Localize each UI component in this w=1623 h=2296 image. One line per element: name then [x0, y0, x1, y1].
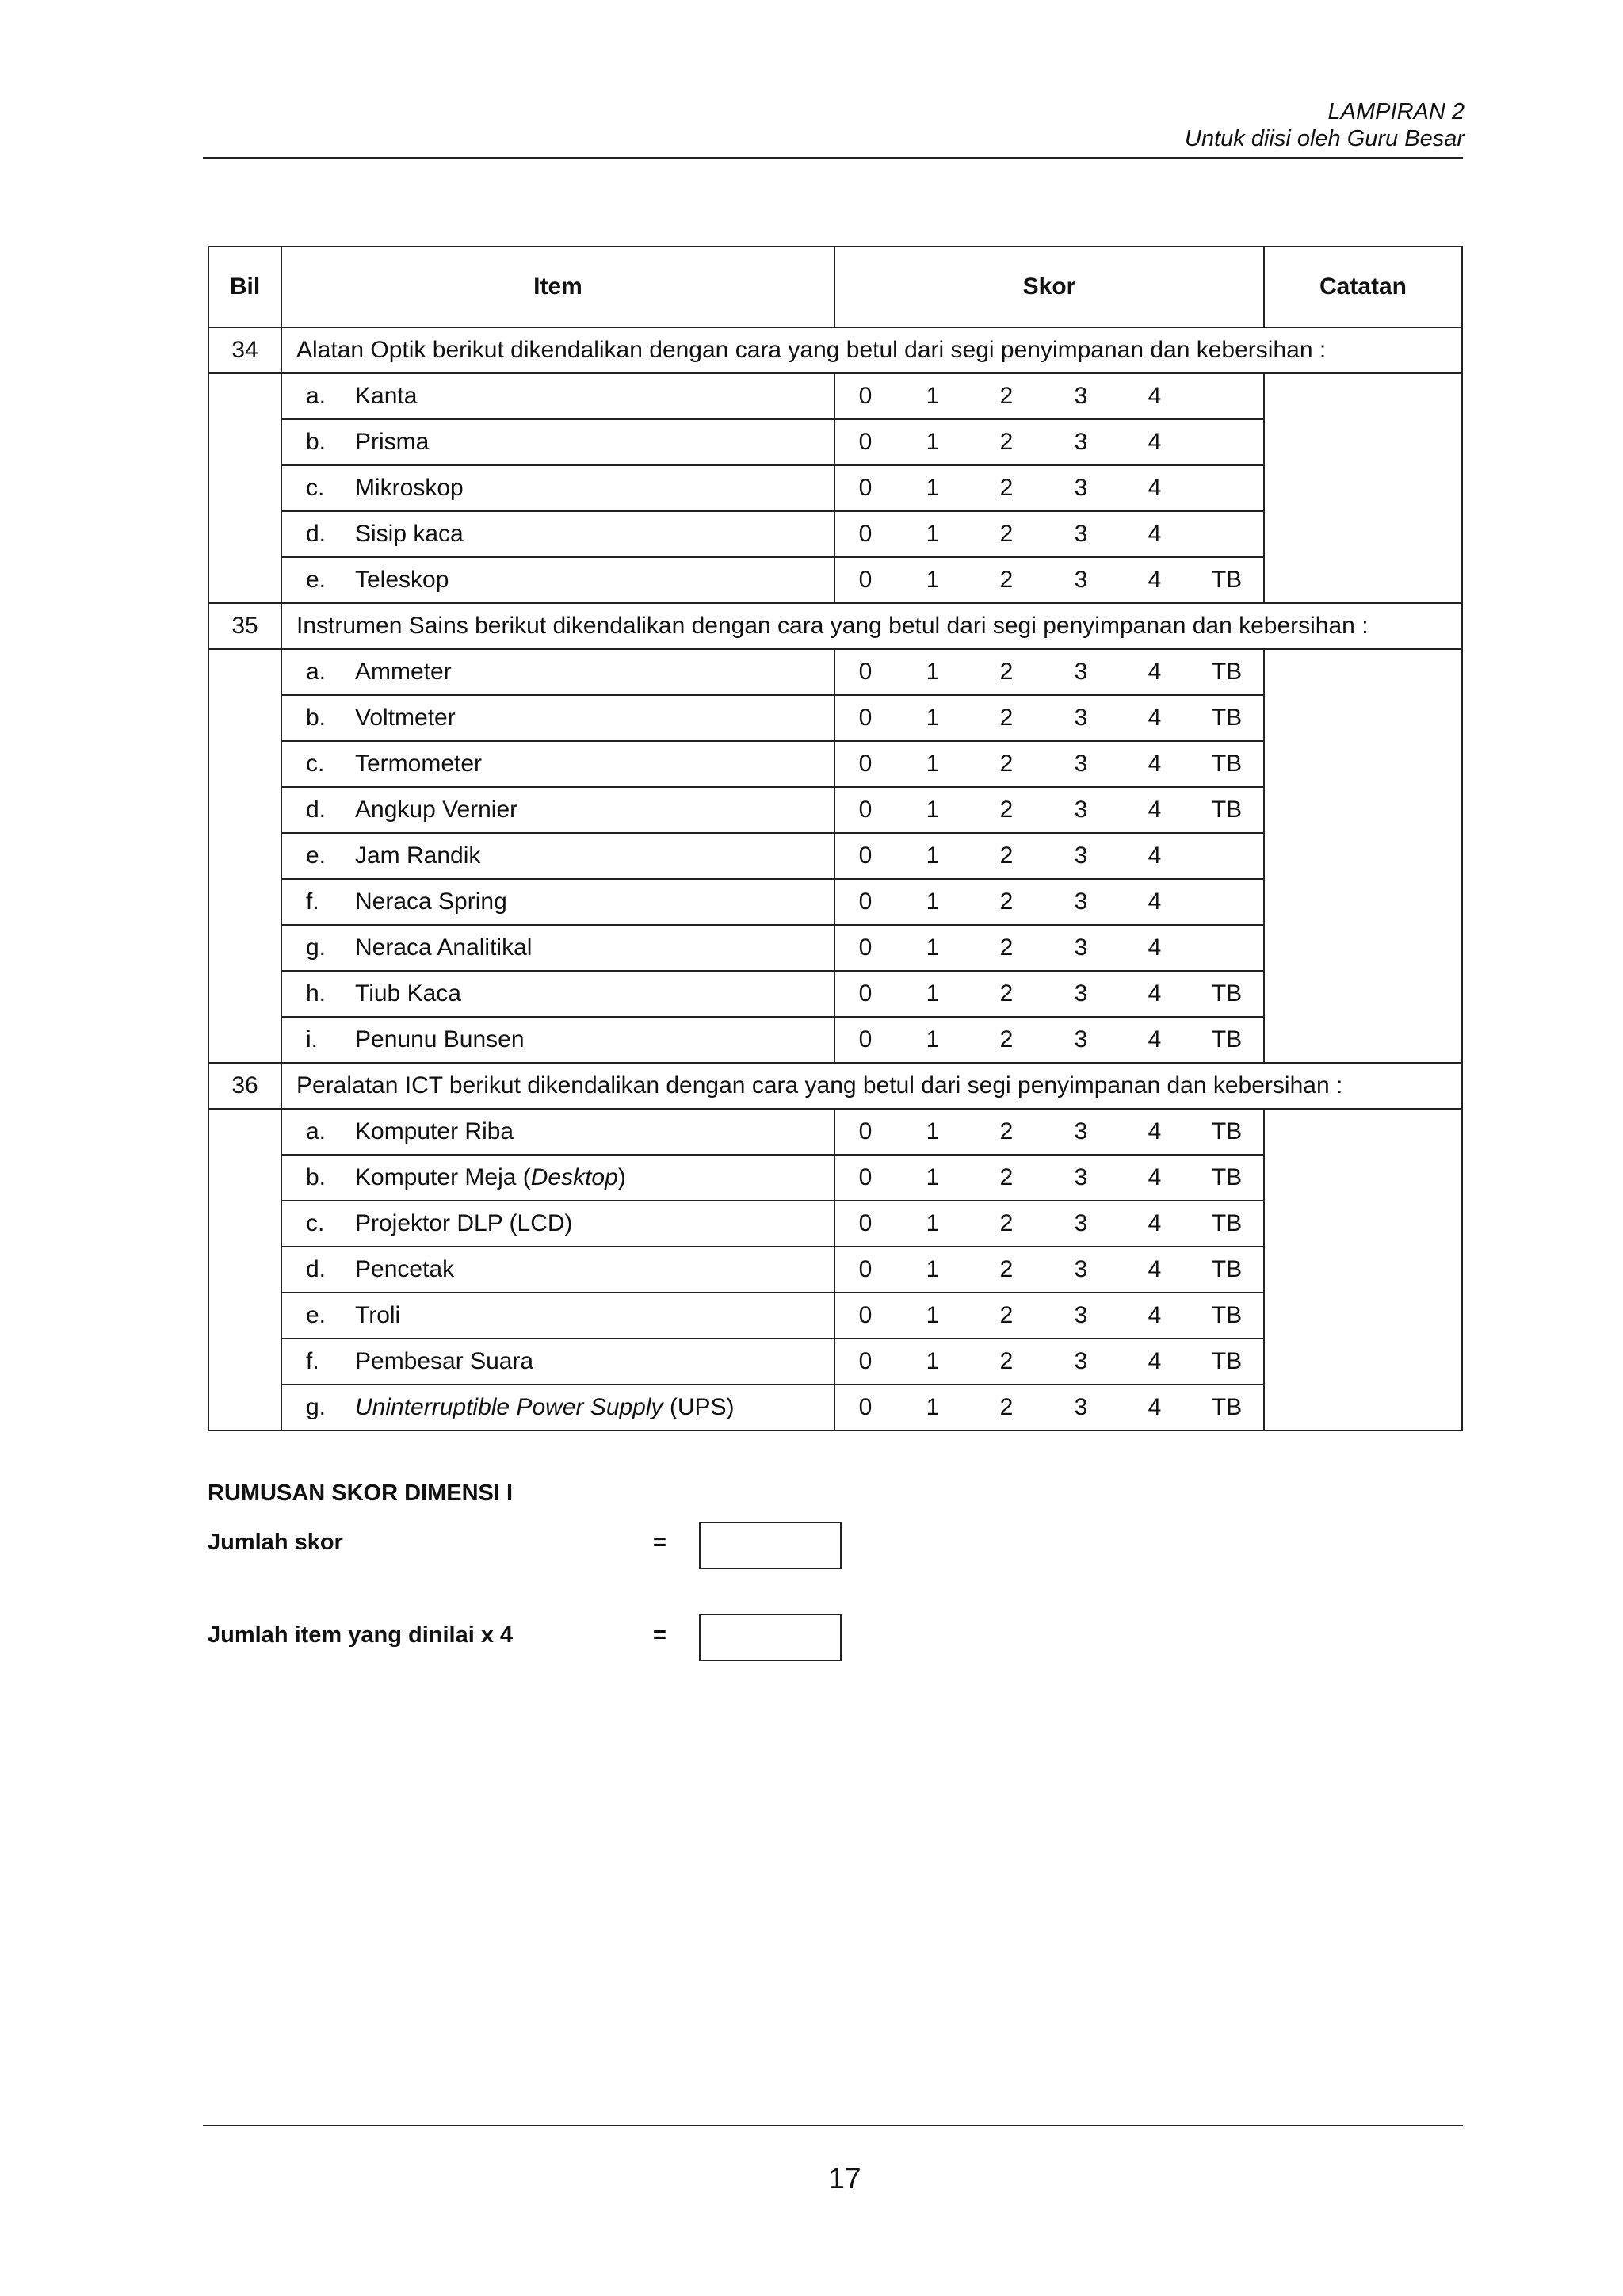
- score-option-4[interactable]: 4: [1148, 429, 1162, 455]
- item-name: Jam Randik: [355, 842, 481, 869]
- filled-by-note: Untuk diisi oleh Guru Besar: [1185, 126, 1465, 151]
- item-cell: [281, 373, 834, 419]
- score-option-4[interactable]: 4: [1148, 475, 1162, 501]
- item-name: Angkup Vernier: [355, 797, 518, 823]
- score-option-2[interactable]: 2: [999, 842, 1014, 869]
- item-letter: a.: [306, 1118, 327, 1144]
- score-option-1[interactable]: 1: [926, 521, 940, 547]
- item-cell: [281, 1017, 834, 1063]
- item-letter: g.: [306, 934, 327, 961]
- score-option-2[interactable]: 2: [999, 1164, 1014, 1190]
- score-cell: [834, 695, 1264, 741]
- score-option-tb[interactable]: TB: [1211, 705, 1243, 731]
- assessment-table: [208, 246, 1463, 1431]
- item-number: 34: [208, 327, 281, 373]
- column-header-skor: Skor: [834, 246, 1264, 327]
- score-option-0[interactable]: 0: [858, 475, 873, 501]
- score-cell: [834, 1109, 1264, 1155]
- summary-title: RUMUSAN SKOR DIMENSI I: [208, 1480, 514, 1506]
- item-cell: [281, 511, 834, 557]
- score-option-0[interactable]: 0: [858, 1394, 873, 1420]
- item-cell: [281, 557, 834, 603]
- column-header-item: Item: [281, 246, 834, 327]
- score-cell: [834, 741, 1264, 787]
- score-option-3[interactable]: 3: [1074, 567, 1088, 593]
- score-cell: [834, 419, 1264, 465]
- catatan-cell[interactable]: [1264, 373, 1462, 603]
- score-option-1[interactable]: 1: [926, 1394, 940, 1420]
- item-name: Troli: [355, 1302, 401, 1328]
- item-cell: [281, 649, 834, 695]
- score-option-2[interactable]: 2: [999, 1026, 1014, 1052]
- item-number: 36: [208, 1063, 281, 1109]
- score-cell: [834, 1385, 1264, 1431]
- page-number: 17: [828, 2162, 861, 2195]
- score-option-0[interactable]: 0: [858, 705, 873, 731]
- items-assessed-box[interactable]: [699, 1614, 842, 1661]
- item-name: Neraca Spring: [355, 888, 507, 915]
- item-cell: [281, 1201, 834, 1247]
- item-cell: [281, 1247, 834, 1293]
- total-score-equals: =: [653, 1530, 666, 1555]
- score-cell: [834, 787, 1264, 833]
- score-cell: [834, 833, 1264, 879]
- item-cell: [281, 879, 834, 925]
- score-option-0[interactable]: 0: [858, 521, 873, 547]
- score-option-3[interactable]: 3: [1074, 1026, 1088, 1052]
- score-option-tb[interactable]: TB: [1211, 1256, 1243, 1282]
- score-option-1[interactable]: 1: [926, 1118, 940, 1144]
- score-option-0[interactable]: 0: [858, 980, 873, 1007]
- score-option-0[interactable]: 0: [858, 842, 873, 869]
- score-option-1[interactable]: 1: [926, 659, 940, 685]
- item-letter: f.: [306, 1348, 319, 1374]
- score-option-2[interactable]: 2: [999, 1348, 1014, 1374]
- score-option-2[interactable]: 2: [999, 980, 1014, 1007]
- score-option-tb[interactable]: TB: [1211, 1302, 1243, 1328]
- item-name-italic: Desktop: [530, 1164, 618, 1190]
- item-number: 35: [208, 603, 281, 649]
- score-option-2[interactable]: 2: [999, 521, 1014, 547]
- item-letter: i.: [306, 1026, 318, 1052]
- score-cell: [834, 373, 1264, 419]
- item-name: Neraca Analitikal: [355, 934, 533, 961]
- score-option-4[interactable]: 4: [1148, 1026, 1162, 1052]
- bil-empty-cell: [208, 1109, 281, 1431]
- score-option-3[interactable]: 3: [1074, 521, 1088, 547]
- score-option-4[interactable]: 4: [1148, 842, 1162, 869]
- item-cell: [281, 925, 834, 971]
- score-option-tb[interactable]: TB: [1211, 1210, 1243, 1236]
- score-option-3[interactable]: 3: [1074, 797, 1088, 823]
- item-cell: [281, 419, 834, 465]
- item-letter: d.: [306, 1256, 327, 1282]
- table-row: [208, 1109, 1462, 1155]
- score-option-2[interactable]: 2: [999, 567, 1014, 593]
- score-option-2[interactable]: 2: [999, 705, 1014, 731]
- score-option-3[interactable]: 3: [1074, 888, 1088, 915]
- score-option-4[interactable]: 4: [1148, 1302, 1162, 1328]
- item-cell: [281, 1293, 834, 1339]
- score-option-4[interactable]: 4: [1148, 521, 1162, 547]
- item-name: Sisip kaca: [355, 521, 464, 547]
- item-letter: e.: [306, 842, 327, 869]
- score-option-4[interactable]: 4: [1148, 1210, 1162, 1236]
- item-name-post: (UPS): [663, 1394, 735, 1420]
- question-row: [208, 327, 1462, 373]
- score-option-1[interactable]: 1: [926, 383, 940, 409]
- item-name: Projektor DLP (LCD): [355, 1210, 573, 1236]
- score-cell: [834, 511, 1264, 557]
- score-option-2[interactable]: 2: [999, 751, 1014, 777]
- score-option-1[interactable]: 1: [926, 1348, 940, 1374]
- item-name: Tiub Kaca: [355, 980, 461, 1007]
- appendix-label: LAMPIRAN 2: [1327, 99, 1465, 124]
- item-letter: d.: [306, 797, 327, 823]
- bil-empty-cell: [208, 373, 281, 603]
- item-name: Prisma: [355, 429, 430, 455]
- item-name-pre: Komputer Meja (: [355, 1164, 531, 1190]
- items-assessed-label: Jumlah item yang dinilai x 4: [208, 1622, 514, 1648]
- score-option-3[interactable]: 3: [1074, 429, 1088, 455]
- score-option-tb[interactable]: TB: [1211, 797, 1243, 823]
- score-option-tb[interactable]: TB: [1211, 980, 1243, 1007]
- score-option-0[interactable]: 0: [858, 429, 873, 455]
- score-option-3[interactable]: 3: [1074, 659, 1088, 685]
- score-option-4[interactable]: 4: [1148, 1348, 1162, 1374]
- score-cell: [834, 557, 1264, 603]
- item-letter: c.: [306, 751, 325, 777]
- catatan-cell[interactable]: [1264, 1109, 1462, 1431]
- score-option-0[interactable]: 0: [858, 751, 873, 777]
- score-option-0[interactable]: 0: [858, 797, 873, 823]
- score-option-1[interactable]: 1: [926, 1256, 940, 1282]
- score-cell: [834, 1293, 1264, 1339]
- table-row: [208, 373, 1462, 419]
- question-text: Instrumen Sains berikut dikendalikan dengan cara yang betul dari segi penyimpanan dan kebersihan :: [281, 603, 1462, 649]
- score-option-2[interactable]: 2: [999, 934, 1014, 961]
- score-option-2[interactable]: 2: [999, 429, 1014, 455]
- item-letter: g.: [306, 1394, 327, 1420]
- item-letter: c.: [306, 475, 325, 501]
- score-option-3[interactable]: 3: [1074, 1348, 1088, 1374]
- score-option-2[interactable]: 2: [999, 1256, 1014, 1282]
- item-name: [355, 1164, 626, 1191]
- score-option-0[interactable]: 0: [858, 659, 873, 685]
- score-option-tb[interactable]: TB: [1211, 1164, 1243, 1190]
- score-option-3[interactable]: 3: [1074, 1256, 1088, 1282]
- item-cell: [281, 833, 834, 879]
- score-option-0[interactable]: 0: [858, 1164, 873, 1190]
- score-cell: [834, 925, 1264, 971]
- item-cell: [281, 1109, 834, 1155]
- score-option-1[interactable]: 1: [926, 934, 940, 961]
- score-option-1[interactable]: 1: [926, 1164, 940, 1190]
- score-option-2[interactable]: 2: [999, 475, 1014, 501]
- score-option-4[interactable]: 4: [1148, 567, 1162, 593]
- score-option-4[interactable]: 4: [1148, 705, 1162, 731]
- score-cell: [834, 1017, 1264, 1063]
- item-letter: e.: [306, 567, 327, 593]
- item-letter: b.: [306, 705, 327, 731]
- score-option-tb[interactable]: TB: [1211, 751, 1243, 777]
- item-name: Penunu Bunsen: [355, 1026, 525, 1052]
- item-cell: [281, 1385, 834, 1431]
- item-cell: [281, 741, 834, 787]
- question-row: [208, 1063, 1462, 1109]
- score-option-0[interactable]: 0: [858, 1210, 873, 1236]
- score-option-0[interactable]: 0: [858, 1302, 873, 1328]
- score-option-2[interactable]: 2: [999, 1302, 1014, 1328]
- score-cell: [834, 1339, 1264, 1385]
- score-option-2[interactable]: 2: [999, 888, 1014, 915]
- score-option-4[interactable]: 4: [1148, 659, 1162, 685]
- score-option-1[interactable]: 1: [926, 567, 940, 593]
- score-option-tb[interactable]: TB: [1211, 1026, 1243, 1052]
- score-option-3[interactable]: 3: [1074, 980, 1088, 1007]
- item-name: Kanta: [355, 383, 418, 409]
- score-option-0[interactable]: 0: [858, 567, 873, 593]
- score-option-4[interactable]: 4: [1148, 934, 1162, 961]
- question-text: Alatan Optik berikut dikendalikan dengan cara yang betul dari segi penyimpanan dan kebersihan :: [281, 327, 1462, 373]
- column-header-catatan: Catatan: [1264, 246, 1462, 327]
- score-option-1[interactable]: 1: [926, 1026, 940, 1052]
- item-name: Voltmeter: [355, 705, 456, 731]
- question-text: Peralatan ICT berikut dikendalikan dengan cara yang betul dari segi penyimpanan dan kebersihan :: [281, 1063, 1462, 1109]
- footer-rule: [203, 2125, 1463, 2126]
- item-cell: [281, 1339, 834, 1385]
- score-option-2[interactable]: 2: [999, 1118, 1014, 1144]
- item-letter: a.: [306, 383, 327, 409]
- score-option-0[interactable]: 0: [858, 1348, 873, 1374]
- score-option-0[interactable]: 0: [858, 383, 873, 409]
- score-cell: [834, 1201, 1264, 1247]
- bil-empty-cell: [208, 649, 281, 1063]
- score-cell: [834, 465, 1264, 511]
- score-option-4[interactable]: 4: [1148, 1394, 1162, 1420]
- item-cell: [281, 971, 834, 1017]
- catatan-cell[interactable]: [1264, 649, 1462, 1063]
- score-option-3[interactable]: 3: [1074, 934, 1088, 961]
- score-option-1[interactable]: 1: [926, 1302, 940, 1328]
- score-option-1[interactable]: 1: [926, 888, 940, 915]
- score-option-4[interactable]: 4: [1148, 1164, 1162, 1190]
- score-option-3[interactable]: 3: [1074, 705, 1088, 731]
- table-row: [208, 649, 1462, 695]
- item-name: [355, 1394, 735, 1421]
- score-option-1[interactable]: 1: [926, 1210, 940, 1236]
- item-letter: e.: [306, 1302, 327, 1328]
- score-option-1[interactable]: 1: [926, 429, 940, 455]
- item-name: Komputer Riba: [355, 1118, 514, 1144]
- column-header-bil: Bil: [208, 246, 281, 327]
- score-option-tb[interactable]: TB: [1211, 1348, 1243, 1374]
- score-cell: [834, 879, 1264, 925]
- item-letter: b.: [306, 429, 327, 455]
- item-name-italic: Uninterruptible Power Supply: [355, 1394, 663, 1420]
- score-option-4[interactable]: 4: [1148, 1118, 1162, 1144]
- item-letter: d.: [306, 521, 327, 547]
- item-cell: [281, 787, 834, 833]
- score-cell: [834, 1247, 1264, 1293]
- total-score-box[interactable]: [699, 1522, 842, 1569]
- score-option-2[interactable]: 2: [999, 383, 1014, 409]
- score-option-0[interactable]: 0: [858, 888, 873, 915]
- score-option-3[interactable]: 3: [1074, 1394, 1088, 1420]
- item-name: Teleskop: [355, 567, 449, 593]
- score-cell: [834, 971, 1264, 1017]
- score-option-2[interactable]: 2: [999, 1394, 1014, 1420]
- score-option-tb[interactable]: TB: [1211, 1394, 1243, 1420]
- score-option-0[interactable]: 0: [858, 1118, 873, 1144]
- item-name-post: ): [617, 1164, 626, 1190]
- score-option-4[interactable]: 4: [1148, 383, 1162, 409]
- score-option-1[interactable]: 1: [926, 705, 940, 731]
- score-option-tb[interactable]: TB: [1211, 1118, 1243, 1144]
- score-option-tb[interactable]: TB: [1211, 659, 1243, 685]
- score-option-2[interactable]: 2: [999, 659, 1014, 685]
- total-score-label: Jumlah skor: [208, 1530, 343, 1555]
- question-row: [208, 603, 1462, 649]
- score-option-4[interactable]: 4: [1148, 980, 1162, 1007]
- score-option-4[interactable]: 4: [1148, 1256, 1162, 1282]
- score-option-4[interactable]: 4: [1148, 797, 1162, 823]
- score-option-1[interactable]: 1: [926, 751, 940, 777]
- score-option-1[interactable]: 1: [926, 797, 940, 823]
- item-name: Termometer: [355, 751, 483, 777]
- item-letter: b.: [306, 1164, 327, 1190]
- item-name: Ammeter: [355, 659, 452, 685]
- score-option-3[interactable]: 3: [1074, 1118, 1088, 1144]
- score-option-3[interactable]: 3: [1074, 383, 1088, 409]
- item-letter: a.: [306, 659, 327, 685]
- score-option-1[interactable]: 1: [926, 842, 940, 869]
- item-letter: c.: [306, 1210, 325, 1236]
- item-name: Pencetak: [355, 1256, 455, 1282]
- item-cell: [281, 465, 834, 511]
- item-name: Pembesar Suara: [355, 1348, 534, 1374]
- score-cell: [834, 649, 1264, 695]
- score-option-3[interactable]: 3: [1074, 1210, 1088, 1236]
- score-option-3[interactable]: 3: [1074, 475, 1088, 501]
- score-option-4[interactable]: 4: [1148, 751, 1162, 777]
- score-option-0[interactable]: 0: [858, 934, 873, 961]
- score-option-3[interactable]: 3: [1074, 751, 1088, 777]
- score-option-0[interactable]: 0: [858, 1026, 873, 1052]
- item-cell: [281, 1155, 834, 1201]
- score-option-3[interactable]: 3: [1074, 1164, 1088, 1190]
- score-option-2[interactable]: 2: [999, 1210, 1014, 1236]
- score-option-1[interactable]: 1: [926, 980, 940, 1007]
- table-header-row: [208, 246, 1462, 327]
- score-option-3[interactable]: 3: [1074, 842, 1088, 869]
- score-cell: [834, 1155, 1264, 1201]
- score-option-3[interactable]: 3: [1074, 1302, 1088, 1328]
- score-option-2[interactable]: 2: [999, 797, 1014, 823]
- items-assessed-equals: =: [653, 1622, 666, 1648]
- item-letter: h.: [306, 980, 327, 1007]
- score-option-tb[interactable]: TB: [1211, 567, 1243, 593]
- item-cell: [281, 695, 834, 741]
- score-option-1[interactable]: 1: [926, 475, 940, 501]
- item-name: Mikroskop: [355, 475, 464, 501]
- item-letter: f.: [306, 888, 319, 915]
- score-option-4[interactable]: 4: [1148, 888, 1162, 915]
- header-rule: [203, 157, 1463, 159]
- score-option-0[interactable]: 0: [858, 1256, 873, 1282]
